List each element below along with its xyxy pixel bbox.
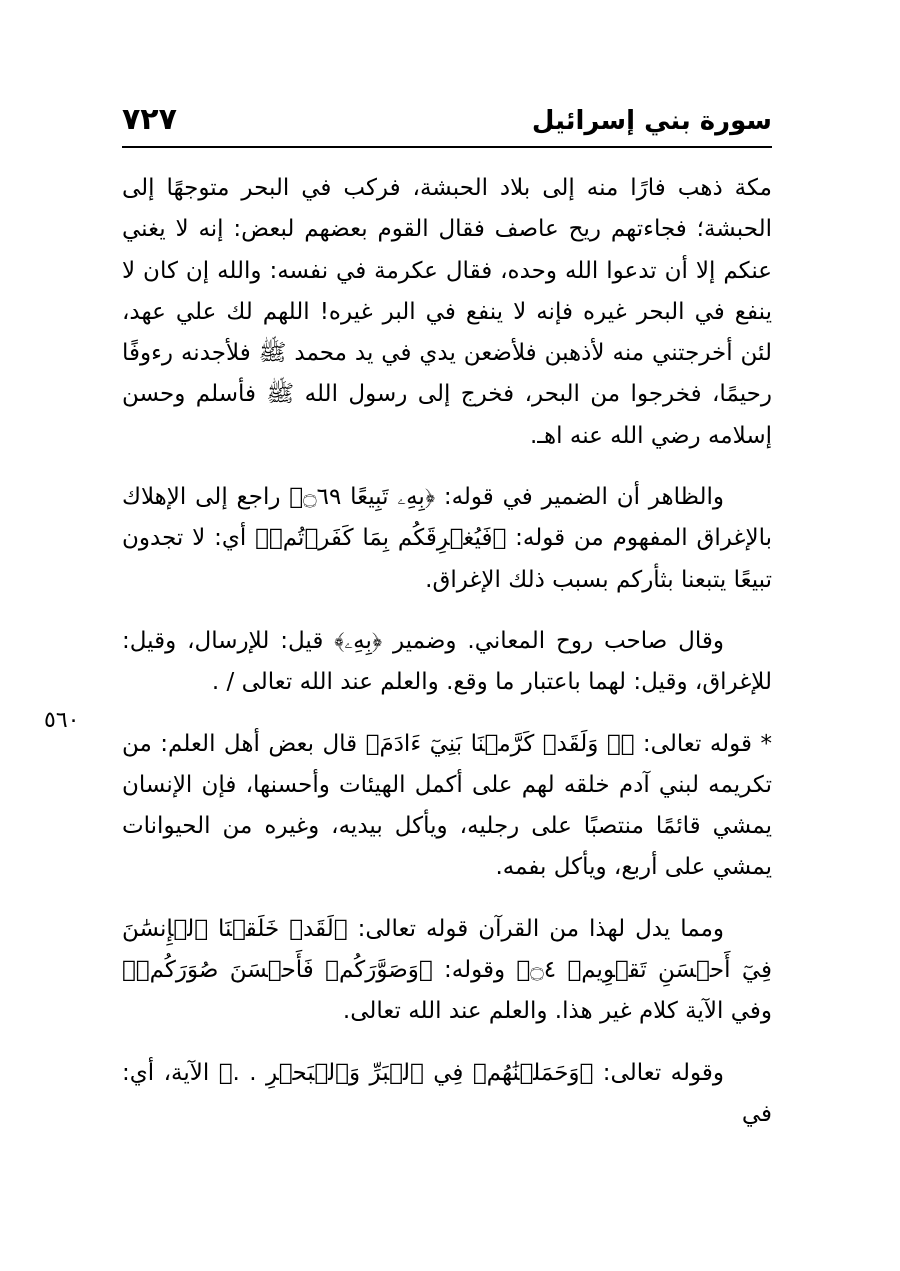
paragraph-6: وقوله تعالى: ﴿وَحَمَلۡنَٰهُمۡ فِي ٱلۡبَرِّ وَٱلۡبَحۡرِ . .﴾ الآية، أي: في [122,1059,772,1127]
paragraph-4: * قوله تعالى: ﴿۞ وَلَقَدۡ كَرَّمۡنَا بَنِيٓ ءَادَمَ﴾ قال بعض أهل العلم: من تكريمه لبني آدم خلقه لهم على أكمل الهيئات وأحسنها، فإن الإنسان يمشي قائمًا منتصبًا على رجليه، ويأكل بيديه، وغيره من الحيوانات يمشي على أربع، ويأكل بفمه. [122,730,772,881]
body-text [122,168,772,1155]
paragraph-5: ومما يدل لهذا من القرآن قوله تعالى: ﴿لَقَدۡ خَلَقۡنَا ٱلۡإِنسَٰنَ فِيٓ أَحۡسَنِ تَقۡوِيمٖ ۝٤﴾ وقوله: ﴿وَصَوَّرَكُمۡ فَأَحۡسَنَ صُوَرَكُمۡ﴾ وفي الآية كلام غير هذا. والعلم عند الله تعالى. [122,915,772,1025]
paragraph-2: والظاهر أن الضمير في قوله: ﴿بِهِۦ تَبِيعًا ۝٦٩﴾ راجع إلى الإهلاك بالإغراق المفهوم من قوله: ﴿فَيُغۡرِقَكُم بِمَا كَفَرۡتُمۡ﴾ أي: لا تجدون تبيعًا يتبعنا بثأركم بسبب ذلك الإغراق. [122,484,772,593]
paragraph-1: مكة ذهب فارًا منه إلى بلاد الحبشة، فركب في البحر متوجهًا إلى الحبشة؛ فجاءتهم ريح عاصف فقال القوم بعضهم لبعض: إنه لا يغني عنكم إلا أن تدعوا الله وحده، فقال عكرمة في نفسه: والله إن كان لا ينفع في البحر غيره فإنه لا ينفع في البر غيره! اللهم لك علي عهد، لئن أخرجتني منه لأذهبن فلأضعن يدي في يد محمد ﷺ فلأجدنه رءوفًا رحيمًا، فخرجوا من البحر، فخرج إلى رسول الله ﷺ فأسلم وحسن إسلامه رضي الله عنه اهـ. [122,175,772,449]
paragraph-3: وقال صاحب روح المعاني. وضمير ﴿بِهِۦ﴾ قيل: للإرسال، وقيل: للإغراق، وقيل: لهما باعتبار ما وقع. والعلم عند الله تعالى / . [122,627,772,696]
page-header [122,98,772,148]
surah-title: سورة بني إسرائيل [531,106,772,136]
margin-page-reference: ٥٦٠ [44,708,80,733]
page-number: ٧٢٧ [122,102,177,137]
